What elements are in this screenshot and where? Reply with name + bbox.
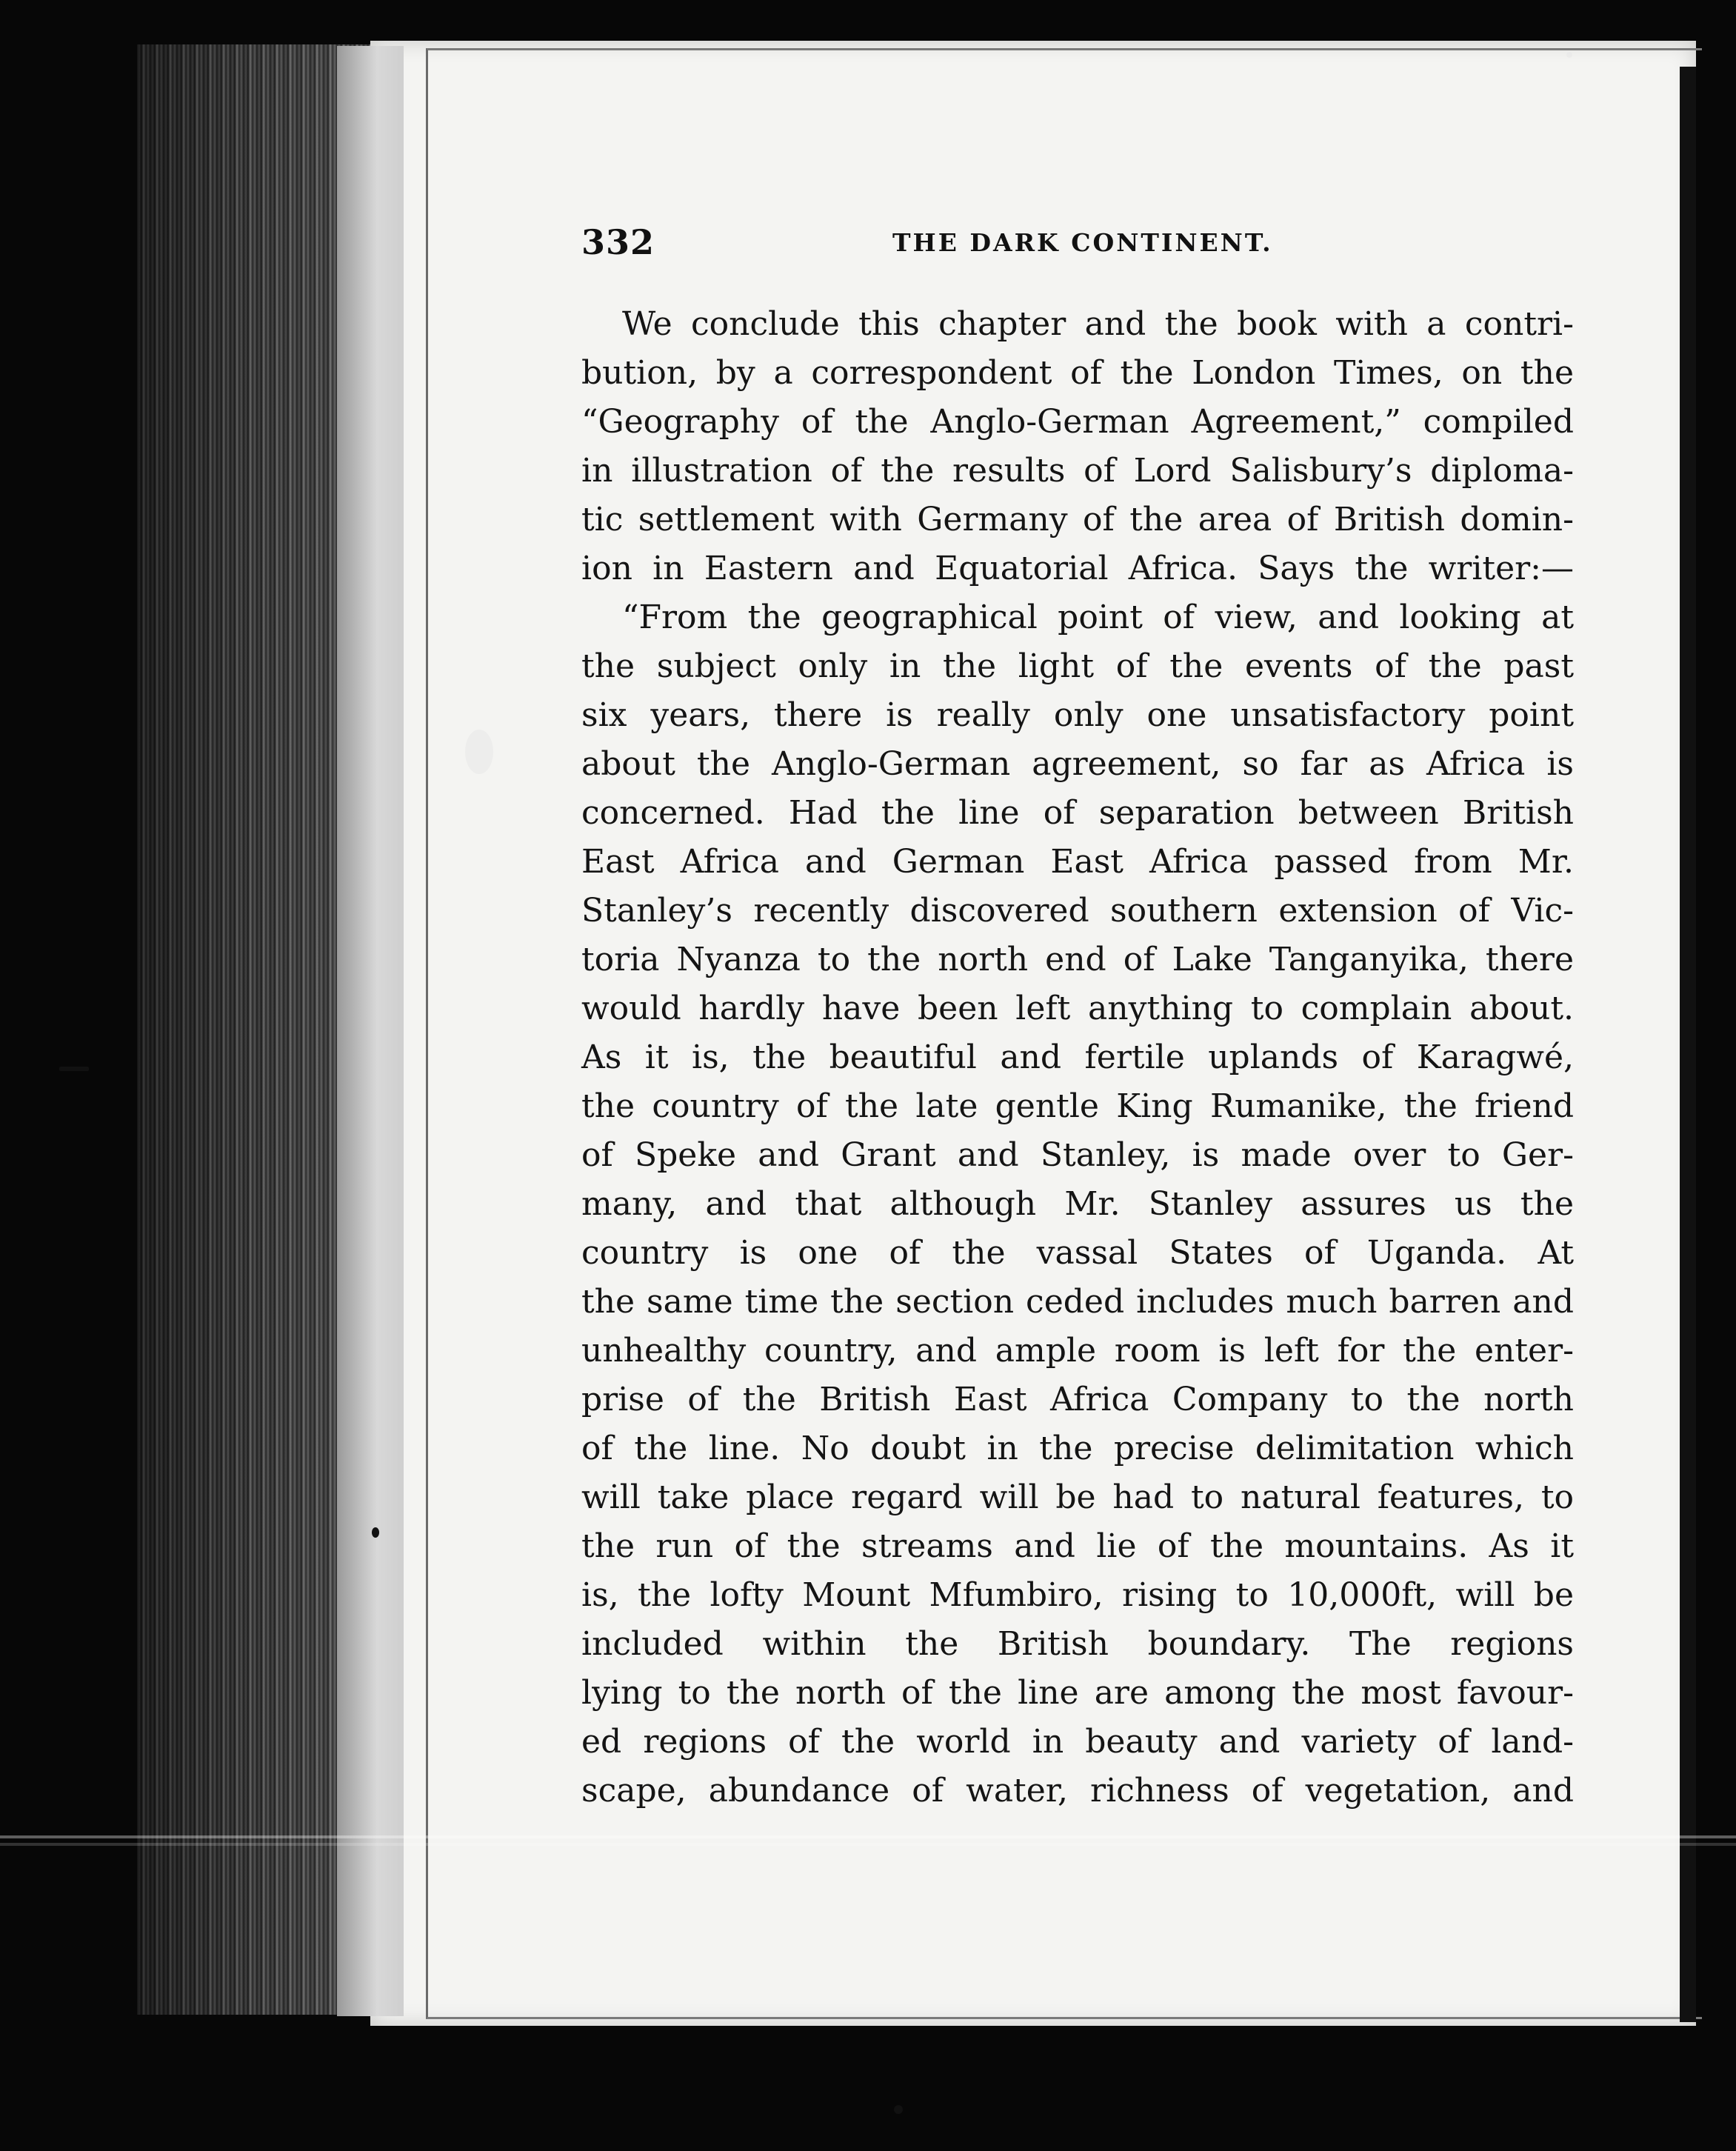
text-line: in illustration of the results of Lord Salisbury’s diploma- [581, 452, 1574, 490]
text-line: unhealthy country, and ample room is left for the enter- [581, 1332, 1574, 1370]
page-number: 332 [581, 222, 655, 262]
text-line: scape, abundance of water, richness of vegetation, and [581, 1772, 1574, 1810]
text-line: six years, there is really only one unsatisfactory point [581, 696, 1574, 734]
text-line: As it is, the beautiful and fertile uplands of Karagwé, [581, 1038, 1574, 1076]
text-line: the subject only in the light of the events of the past [581, 647, 1574, 685]
text-line: ion in Eastern and Equatorial Africa. Says the writer:— [581, 550, 1574, 587]
text-line: about the Anglo-German agreement, so far as Africa is [581, 745, 1574, 783]
scan-speck [1566, 52, 1572, 58]
running-header [581, 222, 1574, 267]
text-line: country is one of the vassal States of Uganda. At [581, 1234, 1574, 1272]
text-line: many, and that although Mr. Stanley assures us the [581, 1185, 1574, 1223]
text-line: will take place regard will be had to natural features, to [581, 1478, 1574, 1516]
text-line: included within the British boundary. The regions [581, 1625, 1574, 1663]
text-line: lying to the north of the line are among the most favour- [581, 1674, 1574, 1712]
text-line: of the line. No doubt in the precise delimitation which [581, 1430, 1574, 1467]
text-line: toria Nyanza to the north end of Lake Tanganyika, there [581, 941, 1574, 978]
text-line: would hardly have been left anything to complain about. [581, 990, 1574, 1027]
scan-speck [59, 1067, 89, 1071]
scan-speck [372, 1527, 379, 1538]
opposite-page-edge [1680, 67, 1696, 2022]
text-line: bution, by a correspondent of the London Times, on the [581, 354, 1574, 392]
text-line: the run of the streams and lie of the mountains. As it [581, 1527, 1574, 1565]
text-line: the same time the section ceded includes much barren and [581, 1283, 1574, 1321]
text-line: “From the geographical point of view, and looking at [622, 598, 1574, 636]
text-line: We conclude this chapter and the book with a contri- [622, 305, 1574, 343]
running-title: THE DARK CONTINENT. [892, 228, 1273, 257]
scan-line-artifact [0, 1843, 1736, 1846]
text-line: is, the lofty Mount Mfumbiro, rising to 10,000ft, will be [581, 1576, 1574, 1614]
scan-speck [894, 2105, 903, 2114]
text-line: tic settlement with Germany of the area of British domin- [581, 501, 1574, 538]
text-line: prise of the British East Africa Company to the north [581, 1381, 1574, 1418]
text-line: ed regions of the world in beauty and variety of land- [581, 1723, 1574, 1761]
text-line: concerned. Had the line of separation between British [581, 794, 1574, 832]
text-line: “Geography of the Anglo-German Agreement,” compiled [581, 403, 1574, 441]
scan-line-artifact [0, 1835, 1736, 1838]
page-leaf-edge [337, 46, 404, 2016]
text-line: of Speke and Grant and Stanley, is made over to Ger- [581, 1136, 1574, 1174]
text-line: East Africa and German East Africa passed from Mr. [581, 843, 1574, 881]
text-line: Stanley’s recently discovered southern extension of Vic- [581, 892, 1574, 930]
scan-speck [465, 730, 493, 774]
body-text [581, 300, 1574, 1815]
text-line: the country of the late gentle King Rumanike, the friend [581, 1087, 1574, 1125]
